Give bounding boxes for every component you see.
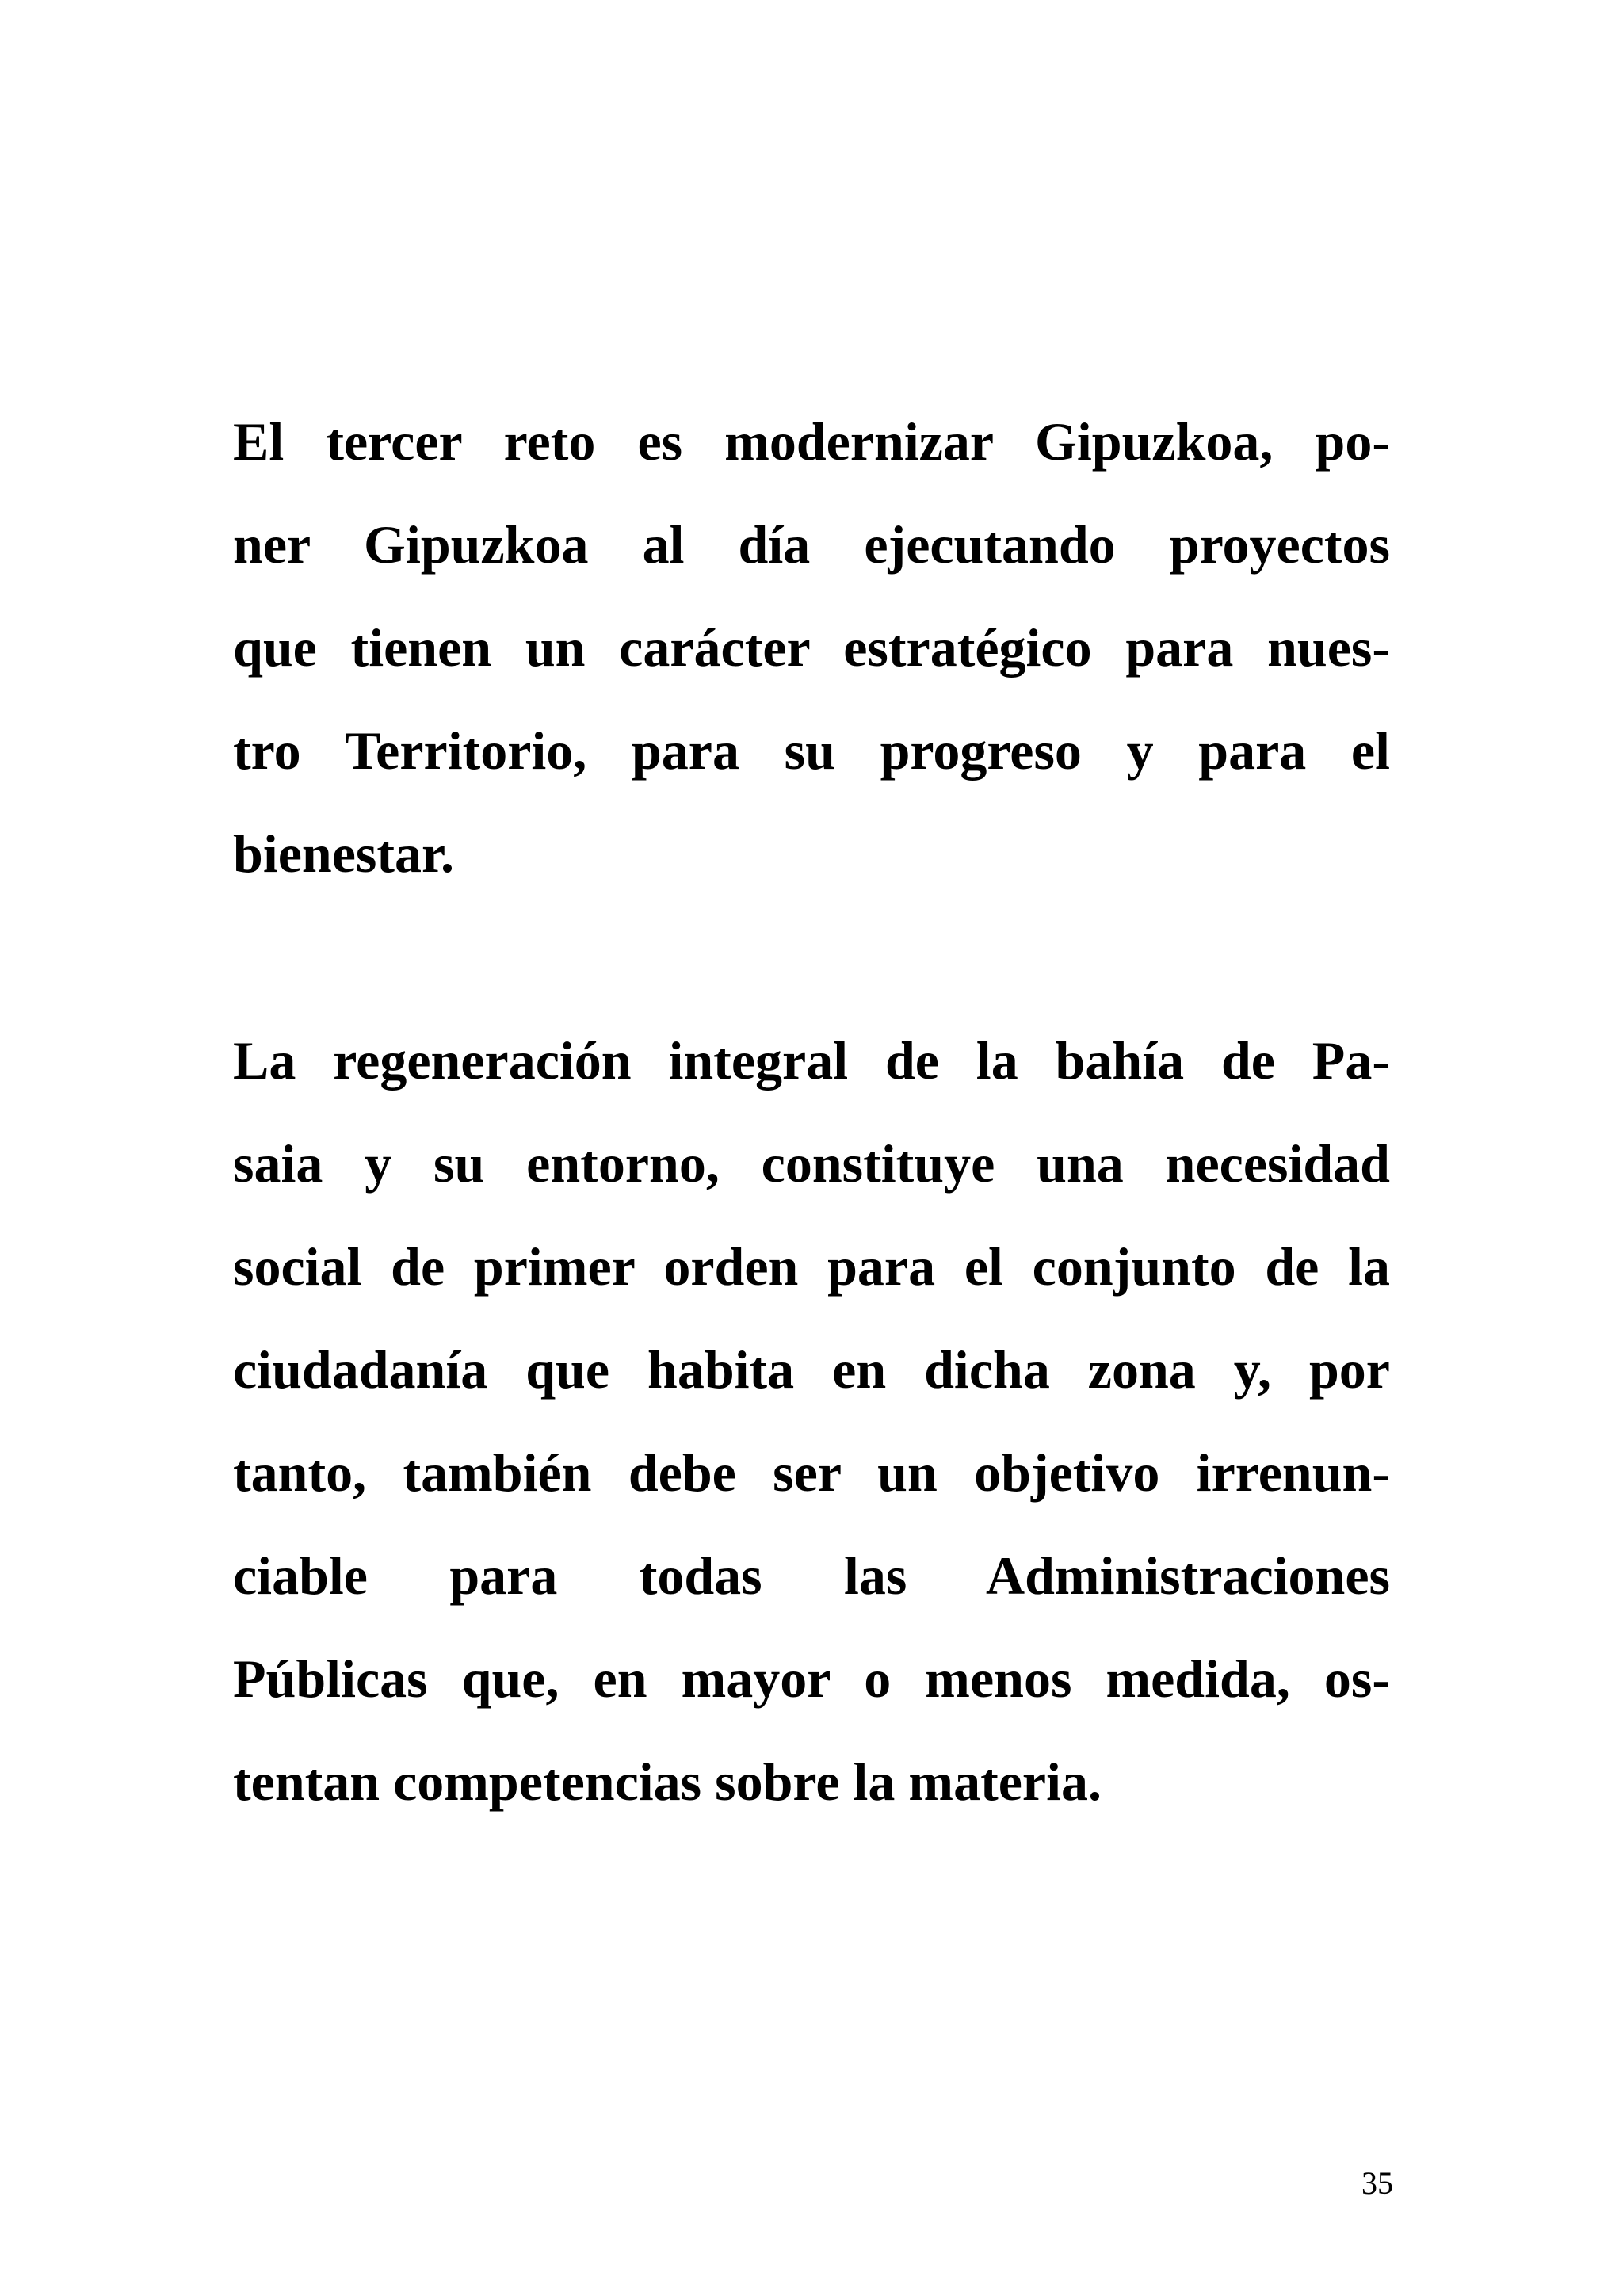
paragraph-1 [233, 390, 1390, 905]
paragraph-2 [233, 1009, 1390, 1833]
paragraph-line: que tienen un carácter estratégico para nues- [233, 617, 1390, 678]
paragraph-line: La regeneración integral de la bahía de Pa- [233, 1030, 1390, 1091]
paragraph-line: social de primer orden para el conjunto de la [233, 1236, 1390, 1297]
paragraph-line: saia y su entorno, constituye una necesidad [233, 1133, 1390, 1194]
paragraph-line: El tercer reto es modernizar Gipuzkoa, po- [233, 411, 1390, 472]
paragraph-line: ciudadanía que habita en dicha zona y, por [233, 1339, 1390, 1400]
paragraph-line: tentan competencias sobre la materia. [233, 1752, 1102, 1812]
paragraph-line: tanto, también debe ser un objetivo irrenun- [233, 1442, 1390, 1503]
page-number: 35 [1361, 2165, 1393, 2201]
paragraph-line: Públicas que, en mayor o menos medida, os- [233, 1648, 1390, 1709]
paragraph-line: bienestar. [233, 823, 454, 884]
paragraph-line: tro Territorio, para su progreso y para el [233, 720, 1390, 781]
paragraph-line: ner Gipuzkoa al día ejecutando proyectos [233, 514, 1390, 575]
paragraph-line: ciable para todas las Administraciones [233, 1545, 1390, 1606]
